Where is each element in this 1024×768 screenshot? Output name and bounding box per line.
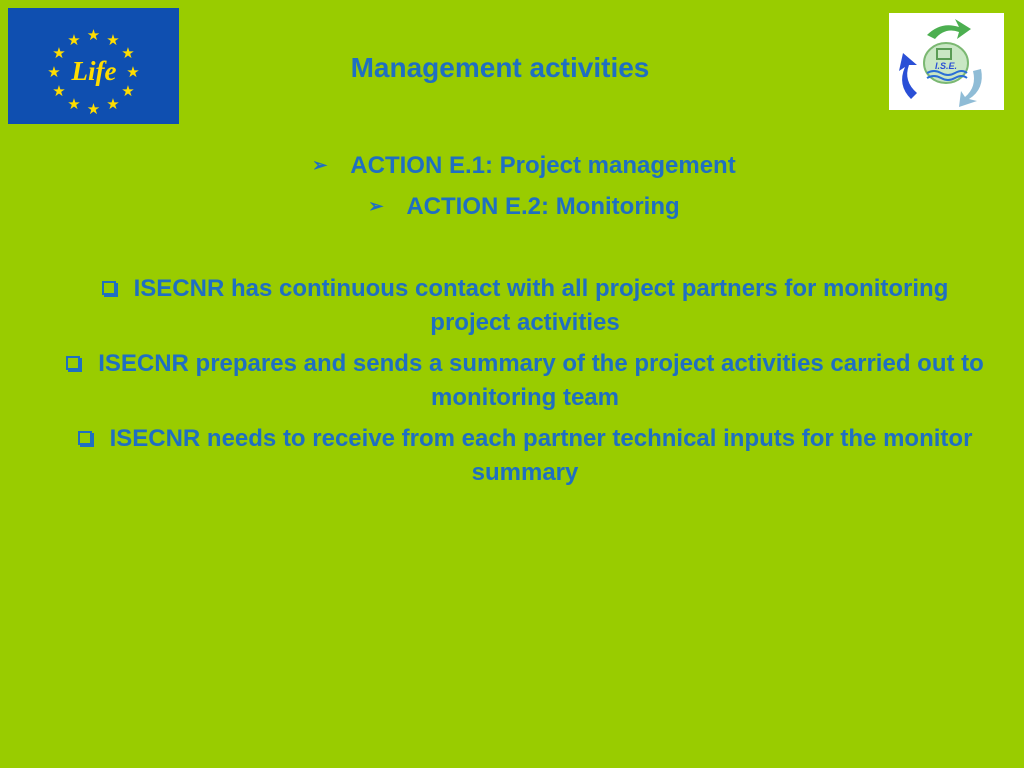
checkbox-square-icon bbox=[66, 356, 80, 370]
svg-text:★: ★ bbox=[86, 101, 101, 118]
svg-text:★: ★ bbox=[121, 45, 135, 62]
slide-title: Management activities bbox=[350, 52, 650, 83]
svg-text:★: ★ bbox=[106, 96, 120, 113]
svg-text:★: ★ bbox=[86, 27, 101, 44]
checkbox-square-icon bbox=[102, 281, 116, 295]
list-item bbox=[60, 422, 990, 490]
list-item bbox=[60, 272, 990, 340]
point-text: ISECNR needs to receive from each partner technical inputs for the monitor summary bbox=[109, 425, 973, 486]
arrow-bullet-icon: ➢ bbox=[368, 196, 384, 216]
svg-text:★: ★ bbox=[52, 45, 66, 62]
svg-text:★: ★ bbox=[126, 64, 140, 81]
checkbox-square-icon bbox=[78, 431, 92, 445]
svg-text:★: ★ bbox=[67, 96, 81, 113]
action-text: ACTION E.1: Project management bbox=[350, 152, 736, 179]
svg-text:★: ★ bbox=[106, 32, 120, 49]
actions-list bbox=[0, 150, 1024, 232]
life-logo-text: Life bbox=[71, 56, 117, 86]
list-item bbox=[60, 347, 990, 415]
point-text: ISECNR has continuous contact with all project partners for monitoring project activities bbox=[133, 275, 949, 336]
action-item bbox=[0, 150, 1024, 191]
svg-text:★: ★ bbox=[121, 83, 135, 100]
svg-text:★: ★ bbox=[52, 83, 66, 100]
svg-text:★: ★ bbox=[47, 64, 61, 81]
action-text: ACTION E.2: Monitoring bbox=[406, 193, 680, 220]
arrow-bullet-icon: ➢ bbox=[312, 155, 328, 175]
point-text: ISECNR prepares and sends a summary of the project activities carried out to monitoring team bbox=[98, 350, 984, 411]
ise-logo-text: I.S.E. bbox=[934, 61, 958, 71]
points-list bbox=[60, 272, 990, 497]
svg-text:★: ★ bbox=[67, 32, 81, 49]
action-item bbox=[0, 191, 1024, 232]
